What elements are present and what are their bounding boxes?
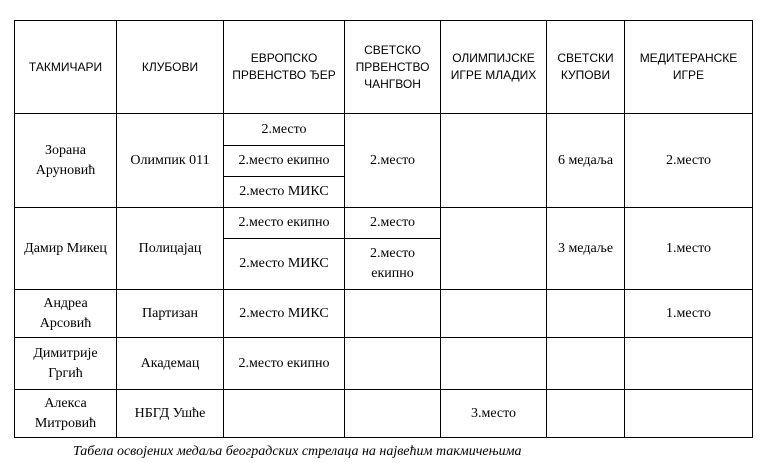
european-result: 2.место МИКС: [224, 177, 345, 208]
youth-olympic-result: [441, 338, 547, 390]
european-result: 2.место екипно: [224, 146, 345, 177]
club-name: Полицајац: [117, 208, 224, 290]
world-cups-result: 3 медаље: [547, 208, 625, 290]
world-cups-result: [547, 390, 625, 438]
world-result: 2.место екипно: [345, 239, 441, 290]
world-cups-result: [547, 290, 625, 338]
youth-olympic-result: [441, 114, 547, 208]
table-row: [15, 290, 753, 338]
world-result: 2.место: [345, 208, 441, 239]
medals-table-container: [14, 20, 752, 438]
european-result: 2.место МИКС: [224, 290, 345, 338]
youth-olympic-result: 3.место: [441, 390, 547, 438]
european-result: 2.место МИКС: [224, 239, 345, 290]
mediterranean-result: 1.место: [625, 290, 753, 338]
youth-olympic-result: [441, 290, 547, 338]
header-european-championship: ЕВРОПСКО ПРВЕНСТВО ЂЕР: [224, 21, 345, 114]
world-result: [345, 338, 441, 390]
youth-olympic-result: [441, 208, 547, 290]
table-caption: Табела освојених медаља београдских стрелаца на највећим такмичењима: [73, 444, 522, 459]
world-cups-result: [547, 338, 625, 390]
world-result: [345, 390, 441, 438]
table-row: [15, 114, 753, 146]
header-competitors: ТАКМИЧАРИ: [15, 21, 117, 114]
world-result: [345, 290, 441, 338]
club-name: Олимпик 011: [117, 114, 224, 208]
mediterranean-result: [625, 338, 753, 390]
club-name: НБГД Ушће: [117, 390, 224, 438]
medals-table: [14, 20, 753, 438]
header-world-championship: СВЕТСКО ПРВЕНСТВО ЧАНГВОН: [345, 21, 441, 114]
world-result: 2.место: [345, 114, 441, 208]
header-clubs: КЛУБОВИ: [117, 21, 224, 114]
competitor-name: Андреа Арсовић: [15, 290, 117, 338]
competitor-name: Димитрије Гргић: [15, 338, 117, 390]
world-cups-result: 6 медаља: [547, 114, 625, 208]
table-row: [15, 338, 753, 390]
club-name: Партизан: [117, 290, 224, 338]
european-result: 2.место екипно: [224, 208, 345, 239]
table-row: [15, 208, 753, 239]
mediterranean-result: [625, 390, 753, 438]
mediterranean-result: 1.место: [625, 208, 753, 290]
competitor-name: Дамир Микец: [15, 208, 117, 290]
table-row: [15, 390, 753, 438]
header-world-cups: СВЕТСКИ КУПОВИ: [547, 21, 625, 114]
club-name: Академац: [117, 338, 224, 390]
competitor-name: Алекса Митровић: [15, 390, 117, 438]
european-result: 2.место екипно: [224, 338, 345, 390]
header-mediterranean-games: МЕДИТЕРАНСКЕ ИГРЕ: [625, 21, 753, 114]
european-result: 2.место: [224, 114, 345, 146]
mediterranean-result: 2.место: [625, 114, 753, 208]
european-result: [224, 390, 345, 438]
competitor-name: Зорана Аруновић: [15, 114, 117, 208]
header-youth-olympic-games: ОЛИМПИЈСКЕ ИГРЕ МЛАДИХ: [441, 21, 547, 114]
header-row: [15, 21, 753, 114]
